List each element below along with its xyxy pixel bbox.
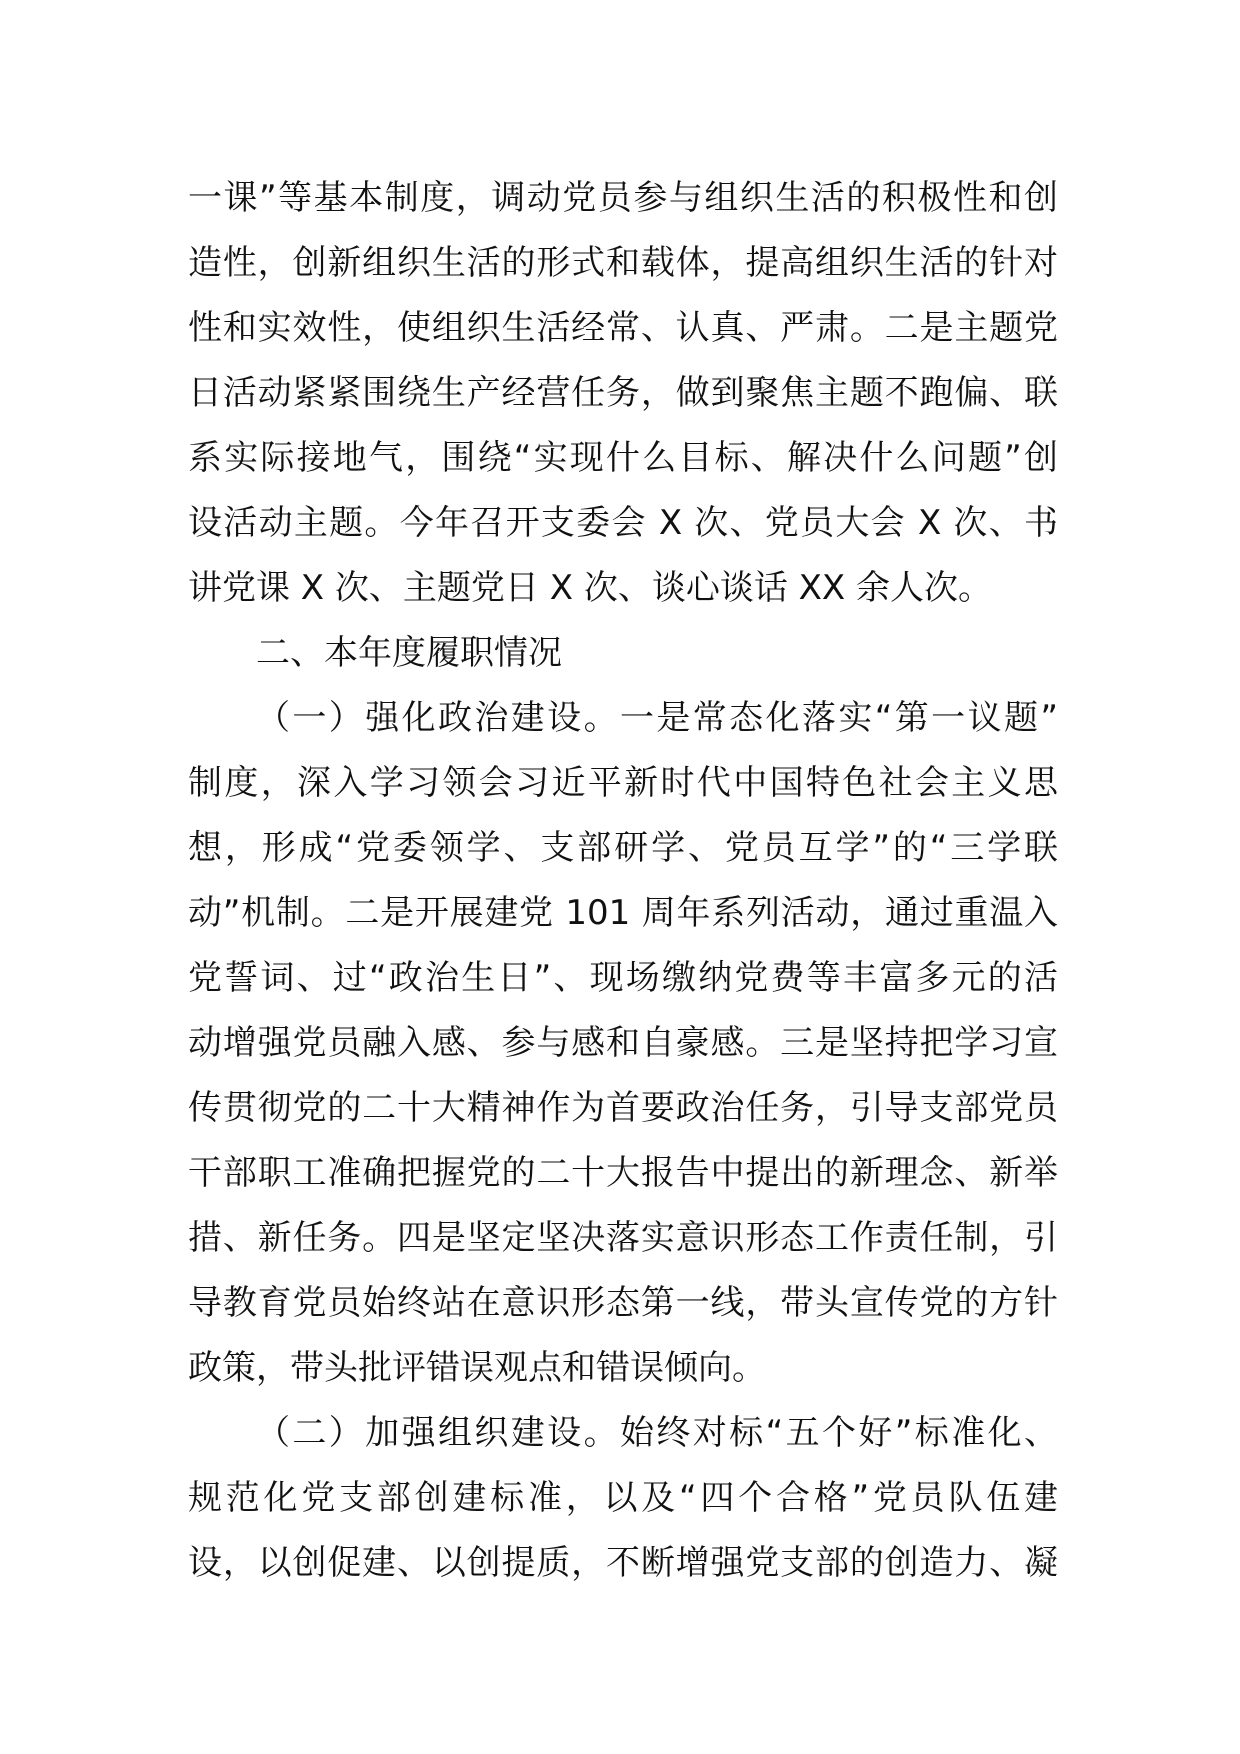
text-line: 造性，创新组织生活的形式和载体，提高组织生活的针对 [188, 243, 1058, 283]
text-line: 传贯彻党的二十大精神作为首要政治任务，引导支部党员 [188, 1088, 1058, 1128]
text-line: 干部职工准确把握党的二十大报告中提出的新理念、新举 [188, 1153, 1058, 1193]
paragraph-first-line: （二）加强组织建设。始终对标“五个好”标准化、 [256, 1413, 1058, 1453]
section-heading: 二、本年度履职情况 [256, 633, 562, 673]
text-line: 系实际接地气，围绕“实现什么目标、解决什么问题”创 [188, 438, 1058, 478]
text-line: 一课”等基本制度，调动党员参与组织生活的积极性和创 [188, 178, 1058, 218]
text-line: 日活动紧紧围绕生产经营任务，做到聚焦主题不跑偏、联 [188, 373, 1058, 413]
text-line: 政策，带头批评错误观点和错误倾向。 [188, 1348, 766, 1388]
paragraph-first-line: （一）强化政治建设。一是常态化落实“第一议题” [256, 698, 1058, 738]
text-line: 设，以创促建、以创提质，不断增强党支部的创造力、凝 [188, 1543, 1058, 1583]
text-line: 设活动主题。今年召开支委会 X 次、党员大会 X 次、书 [188, 503, 1058, 543]
text-line: 讲党课 X 次、主题党日 X 次、谈心谈话 XX 余人次。 [188, 568, 993, 608]
text-line: 制度，深入学习领会习近平新时代中国特色社会主义思 [188, 763, 1058, 803]
text-line: 党誓词、过“政治生日”、现场缴纳党费等丰富多元的活 [188, 958, 1058, 998]
text-line: 性和实效性，使组织生活经常、认真、严肃。二是主题党 [188, 308, 1058, 348]
text-line: 导教育党员始终站在意识形态第一线，带头宣传党的方针 [188, 1283, 1058, 1323]
text-line: 想，形成“党委领学、支部研学、党员互学”的“三学联 [188, 828, 1058, 868]
text-line: 动”机制。二是开展建党 101 周年系列活动，通过重温入 [188, 893, 1058, 933]
body-text [188, 166, 1058, 1596]
text-line: 措、新任务。四是坚定坚决落实意识形态工作责任制，引 [188, 1218, 1058, 1258]
text-line: 动增强党员融入感、参与感和自豪感。三是坚持把学习宣 [188, 1023, 1058, 1063]
text-line: 规范化党支部创建标准，以及“四个合格”党员队伍建 [188, 1478, 1058, 1518]
